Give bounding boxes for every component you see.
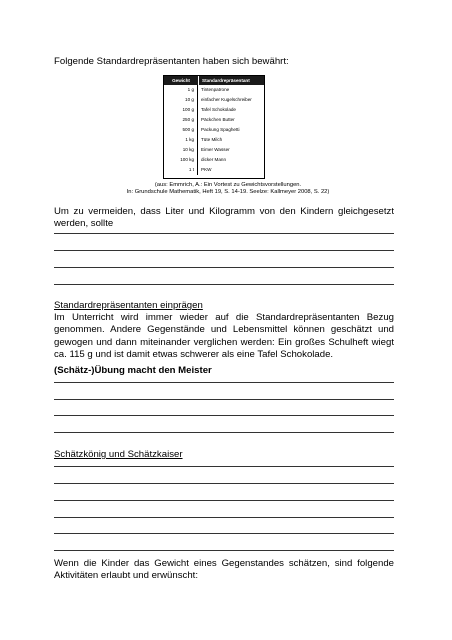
- answer-line: [54, 483, 394, 484]
- row-item: einfacher Kugelschreiber: [201, 97, 252, 102]
- intro-text: Folgende Standardrepräsentanten haben sich bewährt:: [54, 56, 289, 67]
- table-row: [164, 135, 264, 145]
- section-heading-practice: (Schätz-)Übung macht den Meister: [54, 365, 212, 376]
- row-weight: 10 g: [164, 95, 198, 105]
- weight-reference-table: [163, 75, 265, 179]
- row-weight: 250 g: [164, 115, 198, 125]
- row-weight: 500 g: [164, 125, 198, 135]
- row-weight: 10 kg: [164, 145, 198, 155]
- table-row: [164, 125, 264, 135]
- row-weight: 1 g: [164, 85, 198, 95]
- table-row: [164, 95, 264, 105]
- answer-line: [54, 399, 394, 400]
- row-item: Päckchen Butter: [201, 117, 235, 122]
- question-text: Um zu vermeiden, dass Liter und Kilogramm von den Kindern gleichgesetzt werden, sollte: [54, 206, 394, 230]
- row-weight: 1 t: [164, 165, 198, 175]
- source-citation-line2: In: Grundschule Mathematik, Heft 19, S. 14-19. Seelze: Kallmeyer 2008, S. 22): [126, 189, 330, 195]
- row-item: Packung Spaghetti: [201, 127, 240, 132]
- table-row: [164, 145, 264, 155]
- section-heading-standard: Standardrepräsentanten einprägen: [54, 300, 203, 311]
- table-header: [164, 76, 264, 85]
- row-item: Tüte Milch: [201, 137, 223, 142]
- answer-line: [54, 432, 394, 433]
- table-row: [164, 115, 264, 125]
- table-row: [164, 155, 264, 165]
- closing-text: Wenn die Kinder das Gewicht eines Gegenstandes schätzen, sind folgende Aktivitäten erlaubt und erwünscht:: [54, 558, 394, 582]
- answer-line: [54, 500, 394, 501]
- answer-line: [54, 533, 394, 534]
- answer-line: [54, 382, 394, 383]
- row-weight: 1 kg: [164, 135, 198, 145]
- row-item: Eimer Wasser: [201, 147, 230, 152]
- answer-line: [54, 415, 394, 416]
- answer-line: [54, 250, 394, 251]
- table-row: [164, 105, 264, 115]
- answer-line: [54, 267, 394, 268]
- row-weight: 100 g: [164, 105, 198, 115]
- header-weight: Gewicht: [164, 76, 199, 85]
- answer-line: [54, 284, 394, 285]
- header-representative: Standardrepräsentant: [202, 78, 250, 83]
- answer-line: [54, 233, 394, 234]
- row-item: dicker Mann: [201, 157, 227, 162]
- section-heading-estimation-king: Schätzkönig und Schätzkaiser: [54, 449, 183, 460]
- source-citation-line1: (aus: Emmrich, A.: Ein Vortest zu Gewichtsvorstellungen.: [154, 182, 302, 188]
- row-item: Tintenpatrone: [201, 87, 230, 92]
- table-row: [164, 85, 264, 95]
- row-item: PKW: [201, 167, 212, 172]
- row-item: Tafel Schokolade: [201, 107, 236, 112]
- answer-line: [54, 517, 394, 518]
- answer-line: [54, 550, 394, 551]
- section-standard-text: Im Unterricht wird immer wieder auf die Standardrepräsentanten Bezug genommen. Andere Gegenstände und Lebensmittel können geschätzt und gewogen und dann miteinander verglichen werden: Ein großes Schulheft wiegt ca. 115 g und ist damit etwas schwerer als eine Tafel Schokolade.: [54, 312, 394, 361]
- answer-line: [54, 466, 394, 467]
- table-row: [164, 165, 264, 175]
- row-weight: 100 kg: [164, 155, 198, 165]
